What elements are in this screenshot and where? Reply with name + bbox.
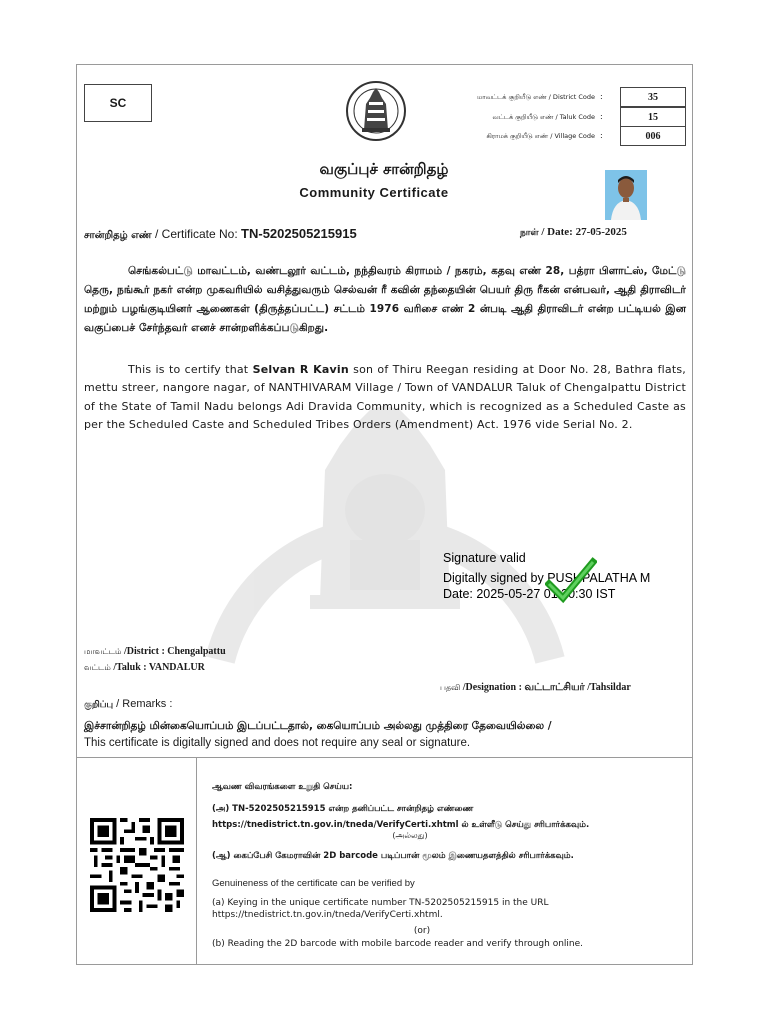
district-label-tamil: மாவட்டம் [84, 647, 122, 656]
taluk-code-row [440, 107, 686, 127]
date-label: / Date: [541, 226, 573, 238]
remarks-label: / Remarks : [116, 698, 173, 710]
taluk-label-tamil: வட்டம் [84, 663, 111, 672]
designation-label: /Designation : [462, 682, 522, 693]
verify-or-tamil: (அல்லது) [392, 831, 428, 840]
verify-title-english: Genuineness of the certificate can be verified by [212, 878, 415, 889]
applicant-name: Selvan R Kavin [252, 363, 349, 376]
verify-title-tamil: ஆவண விவரங்களை உறுதி செய்ய: [212, 782, 353, 792]
section-divider [76, 757, 693, 758]
colon: : [600, 112, 603, 121]
english-certification-text [84, 361, 686, 435]
certificate-number-line [84, 226, 357, 242]
signature-signed-by: Digitally signed by PUSHPALATHA M [443, 571, 651, 585]
cert-no-label-tamil: சான்றிதழ் எண் [84, 230, 152, 241]
cert-no-label: / Certificate No: [154, 227, 238, 241]
remark-tamil: இச்சான்றிதழ் மின்கையொப்பம் இடப்பட்டதால், கையொப்பம் அல்லது முத்திரை தேவையில்லை / [84, 720, 552, 732]
watermark-emblem-icon [200, 400, 570, 670]
applicant-photo [605, 170, 647, 220]
signature-date: Date: 2025-05-27 01:30:30 IST [443, 587, 616, 601]
colon: : [600, 131, 603, 140]
designation-label-tamil: பதவி [440, 683, 461, 692]
verify-a-tamil: (அ) TN-5202505215915 என்ற தனிப்பட்ட சான்றிதழ் எண்ணை https://tnedistrict.tn.gov.in/tneda/VerifyCerti.xhtml ல் உள்ளீடு செய்து சரிபார்க்கவும். [212, 804, 590, 830]
verify-b-english: (b) Reading the 2D barcode with mobile barcode reader and verify through online. [212, 939, 584, 949]
signature-status: Signature valid [443, 551, 526, 565]
taluk-code-label: வட்டக் குறியீடு எண் / Taluk Code [492, 113, 595, 121]
date-label-tamil: நாள் [520, 228, 539, 238]
taluk-code-value: 15 [620, 107, 686, 127]
english-prefix: This is to certify that [128, 363, 249, 376]
certificate-date-line [520, 226, 627, 239]
tn-emblem-icon [340, 80, 412, 142]
village-code-label: கிராமக் குறியீடு எண் / Village Code [486, 132, 595, 140]
village-code-row [440, 126, 686, 146]
village-code-value: 006 [620, 126, 686, 146]
certificate-date: 27-05-2025 [575, 226, 627, 238]
certificate-number: TN-5202505215915 [241, 226, 357, 241]
title-english: Community Certificate [299, 185, 449, 200]
district-code-value: 35 [620, 87, 686, 107]
verify-or-english: (or) [413, 926, 431, 936]
remarks-label-line [84, 698, 172, 711]
english-body: son of Thiru Reegan residing at Door No. 28, Bathra flats, mettu streer, nangore nagar, of NANTHIVARAM Village / Town of VANDALUR Taluk of Chengalpattu District of the State of Tamil Nadu belongs Adi Dravida Community, which is recognized as a Scheduled Caste as per the Scheduled Caste and Scheduled Tribes Orders (Amendment) Act. 1976 vide Serial No. 2. [84, 363, 686, 432]
title-tamil: வகுப்புச் சான்றிதழ் [319, 160, 449, 178]
taluk-line [84, 662, 205, 673]
district-code-label: மாவட்டக் குறியீடு எண் / District Code [477, 93, 595, 101]
verify-a-english: (a) Keying in the unique certificate number TN-5202505215915 in the URL https://tnedistrict.tn.gov.in/tneda/VerifyCerti.xhtml. [212, 898, 549, 920]
verify-b-tamil: (ஆ) கைப்பேசி கேமராவின் 2D barcode படிப்பான் மூலம் இணையதளத்தில் சரிபார்க்கவும். [212, 851, 574, 861]
district-label: /District : [123, 646, 165, 657]
tamil-certification-text: செங்கல்பட்டு மாவட்டம், வண்டலூர் வட்டம், நந்திவரம் கிராமம் / நகரம், கதவு எண் 28, பத்ரா பிளாட்ஸ், மேட்டு தெரு, நங்கூர் நகர் என்ற முகவரியில் வசித்துவரும் செல்வன் ரீ கவின் தந்தையின் பெயர் திரு ரீகன் என்பவர், ஆதி திராவிடர் மற்றும் பழங்குடியினர் ஆணைகள் (திருத்தப்பட்ட) சட்டம் 1976 வரிசை எண் 2 ன்படி ஆதி திராவிடர் என்ற பட்டியல் இன வகுப்பைச் சேர்ந்தவர் எனச் சான்றளிக்கப்படுகிறது. [84, 265, 686, 334]
remarks-label-tamil: குறிப்பு [84, 700, 114, 710]
colon: : [600, 92, 603, 101]
designation-value: வட்டாட்சியர் /Tahsildar [524, 682, 631, 693]
checkmark-icon [545, 556, 597, 606]
designation-line [440, 682, 631, 694]
district-value: Chengalpattu [167, 646, 226, 657]
district-code-row [440, 87, 686, 107]
district-line [84, 646, 226, 657]
category-box: SC [84, 84, 152, 122]
taluk-value: VANDALUR [148, 662, 205, 673]
taluk-label: /Taluk : [113, 662, 147, 673]
remark-english: This certificate is digitally signed and does not require any seal or signature. [84, 737, 471, 749]
